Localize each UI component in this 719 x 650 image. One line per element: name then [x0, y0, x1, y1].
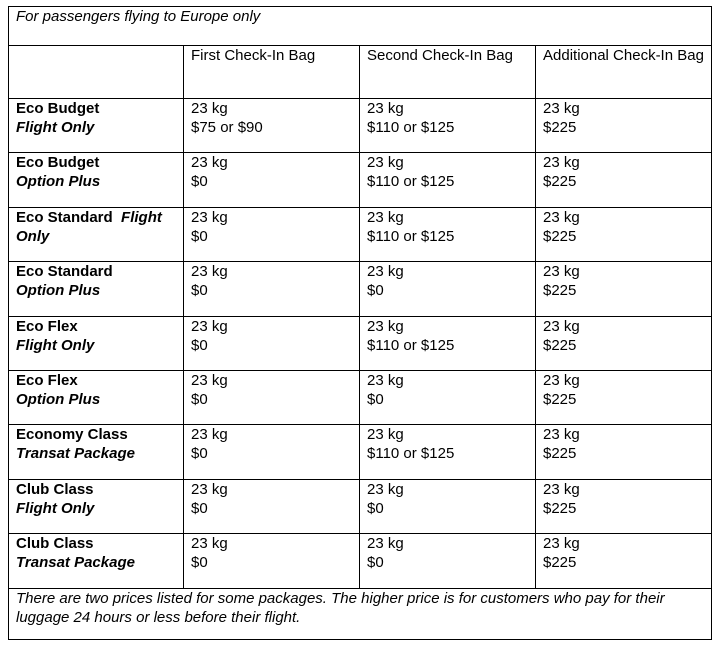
fare-name: Club Class: [16, 480, 94, 498]
fare-name: Eco Flex: [16, 317, 78, 335]
fare-option: Option Plus: [16, 282, 101, 300]
fare-option: Transat Package: [16, 445, 135, 463]
table-row: [9, 316, 712, 370]
weight: 23 kg: [543, 208, 580, 226]
fare-cell: [9, 479, 184, 533]
weight: 23 kg: [191, 100, 228, 117]
weight: 23 kg: [367, 317, 404, 335]
table-caption: For passengers flying to Europe only: [9, 7, 712, 46]
price: $75 or $90: [191, 119, 263, 136]
fare-name: Eco Standard: [16, 263, 113, 281]
table-row: [9, 479, 712, 533]
fare-cell: [9, 153, 184, 207]
weight: 23 kg: [543, 371, 580, 389]
price: $0: [191, 390, 208, 408]
first-bag-cell: [184, 153, 360, 207]
price: $0: [191, 227, 208, 245]
second-bag-cell: [360, 99, 536, 153]
table-row: [9, 370, 712, 424]
table-footnote: There are two prices listed for some packages. The higher price is for customers who pay for their luggage 24 hours or less before their flight.: [9, 588, 712, 639]
price: $0: [191, 282, 208, 300]
additional-bag-cell: [536, 370, 712, 424]
fare-name: Eco Budget: [16, 100, 100, 117]
table-row: [9, 425, 712, 479]
fare-option: Flight Only: [16, 208, 162, 245]
additional-bag-cell: [536, 534, 712, 588]
column-header-additional-bag: Additional Check-In Bag: [536, 46, 712, 99]
second-bag-cell: [360, 479, 536, 533]
column-header-first-bag: First Check-In Bag: [184, 46, 360, 99]
price: $225: [543, 499, 577, 517]
additional-bag-cell: [536, 262, 712, 316]
table-row: [9, 99, 712, 153]
additional-bag-cell: [536, 316, 712, 370]
fare-cell: [9, 262, 184, 316]
weight: 23 kg: [543, 480, 580, 498]
first-bag-cell: [184, 370, 360, 424]
column-header-second-bag: Second Check-In Bag: [360, 46, 536, 99]
price: $0: [191, 445, 208, 463]
price: $225: [543, 336, 577, 354]
fare-cell: [9, 99, 184, 153]
second-bag-cell: [360, 534, 536, 588]
weight: 23 kg: [191, 317, 228, 335]
table-row: [9, 534, 712, 588]
fare-cell: [9, 425, 184, 479]
first-bag-cell: [184, 425, 360, 479]
first-bag-cell: [184, 479, 360, 533]
baggage-fee-table: [8, 6, 712, 640]
price: $0: [367, 390, 384, 408]
caption-row: [9, 7, 712, 46]
first-bag-cell: [184, 262, 360, 316]
fare-name: Club Class: [16, 535, 94, 553]
weight: 23 kg: [191, 535, 228, 553]
weight: 23 kg: [543, 154, 580, 172]
price: $0: [191, 336, 208, 354]
price: $110 or $125: [367, 227, 455, 245]
fare-option: Transat Package: [16, 554, 135, 572]
second-bag-cell: [360, 425, 536, 479]
price: $225: [543, 173, 577, 191]
weight: 23 kg: [367, 371, 404, 389]
weight: 23 kg: [191, 426, 228, 444]
additional-bag-cell: [536, 207, 712, 261]
fare-cell: [9, 370, 184, 424]
weight: 23 kg: [543, 426, 580, 444]
fare-name: Eco Budget: [16, 154, 100, 172]
second-bag-cell: [360, 316, 536, 370]
price: $225: [543, 554, 577, 572]
price: $0: [191, 173, 208, 191]
fare-name: Economy Class: [16, 426, 128, 444]
weight: 23 kg: [191, 154, 228, 172]
corner-header: [9, 46, 184, 99]
price: $110 or $125: [367, 336, 455, 354]
weight: 23 kg: [367, 535, 404, 553]
weight: 23 kg: [367, 154, 404, 172]
weight: 23 kg: [543, 100, 580, 117]
weight: 23 kg: [367, 100, 404, 117]
second-bag-cell: [360, 262, 536, 316]
first-bag-cell: [184, 99, 360, 153]
fare-option: Option Plus: [16, 173, 101, 191]
price: $225: [543, 445, 577, 463]
second-bag-cell: [360, 207, 536, 261]
price: $110 or $125: [367, 119, 455, 136]
price: $0: [191, 554, 208, 572]
price: $0: [367, 499, 384, 517]
fare-option: Flight Only: [16, 119, 95, 136]
price: $110 or $125: [367, 445, 455, 463]
fare-name: Eco Flex: [16, 371, 78, 389]
footnote-row: [9, 588, 712, 639]
additional-bag-cell: [536, 479, 712, 533]
weight: 23 kg: [367, 426, 404, 444]
additional-bag-cell: [536, 425, 712, 479]
price: $110 or $125: [367, 173, 455, 191]
weight: 23 kg: [543, 263, 580, 281]
price: $225: [543, 119, 577, 136]
first-bag-cell: [184, 316, 360, 370]
second-bag-cell: [360, 370, 536, 424]
fare-option: Option Plus: [16, 390, 101, 408]
fare-cell: [9, 207, 184, 261]
fare-cell: [9, 534, 184, 588]
additional-bag-cell: [536, 99, 712, 153]
additional-bag-cell: [536, 153, 712, 207]
price: $0: [367, 282, 384, 300]
table-row: [9, 262, 712, 316]
weight: 23 kg: [367, 208, 404, 226]
fare-name: Eco Standard: [16, 208, 113, 226]
weight: 23 kg: [191, 371, 228, 389]
price: $0: [367, 554, 384, 572]
weight: 23 kg: [191, 480, 228, 498]
weight: 23 kg: [191, 263, 228, 281]
price: $225: [543, 227, 577, 245]
table-row: [9, 207, 712, 261]
weight: 23 kg: [367, 480, 404, 498]
weight: 23 kg: [367, 263, 404, 281]
price: $0: [191, 499, 208, 517]
header-row: [9, 46, 712, 99]
weight: 23 kg: [543, 317, 580, 335]
price: $225: [543, 282, 577, 300]
first-bag-cell: [184, 534, 360, 588]
table-row: [9, 153, 712, 207]
weight: 23 kg: [191, 208, 228, 226]
fare-option: Flight Only: [16, 499, 95, 517]
price: $225: [543, 390, 577, 408]
fare-cell: [9, 316, 184, 370]
second-bag-cell: [360, 153, 536, 207]
weight: 23 kg: [543, 535, 580, 553]
first-bag-cell: [184, 207, 360, 261]
fare-option: Flight Only: [16, 336, 95, 354]
